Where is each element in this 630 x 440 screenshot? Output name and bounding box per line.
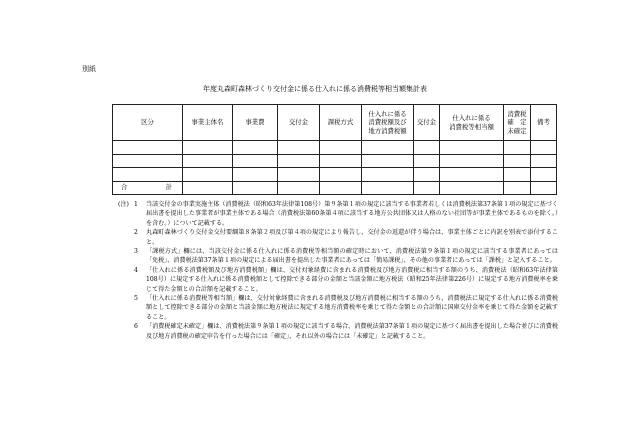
note-prefix <box>118 228 134 247</box>
table-header-cell: 事業主体名 <box>183 105 233 141</box>
summary-table <box>112 104 557 195</box>
note-prefix <box>118 294 134 322</box>
table-cell <box>320 141 362 155</box>
table-cell <box>440 168 504 182</box>
table-cell <box>183 168 233 182</box>
table-body <box>113 141 557 195</box>
table-cell <box>504 154 531 168</box>
attachment-label: 別紙 <box>82 65 96 73</box>
table-cell <box>183 154 233 168</box>
document-title: 年度丸森町森林づくり交付金に係る仕入れに係る消費税等相当額集計表 <box>203 85 427 93</box>
note-number: 1 <box>134 201 138 208</box>
table-cell <box>362 181 414 195</box>
table-cell <box>440 154 504 168</box>
note-number: 2 <box>134 229 138 237</box>
table-cell <box>531 141 557 155</box>
table-header-row <box>113 105 557 141</box>
note-item <box>118 228 558 247</box>
note-number: 6 <box>134 323 138 331</box>
note-item <box>118 247 558 266</box>
total-label-left: 合 <box>121 183 128 192</box>
total-label-cell <box>113 181 183 195</box>
note-number: 3 <box>134 248 138 256</box>
table-cell <box>531 154 557 168</box>
table-row <box>113 154 557 168</box>
table-header-cell: 区分 <box>113 105 183 141</box>
note-item <box>118 200 558 228</box>
table-cell <box>278 141 320 155</box>
table-cell <box>183 181 233 195</box>
table-cell <box>233 141 278 155</box>
table-header-cell: 備考 <box>531 105 557 141</box>
table-cell <box>320 168 362 182</box>
table-header-cell: 課税方式 <box>320 105 362 141</box>
table-cell <box>113 154 183 168</box>
table-cell <box>113 141 183 155</box>
table-cell <box>183 141 233 155</box>
table-cell <box>362 168 414 182</box>
table-cell <box>440 141 504 155</box>
note-number: 5 <box>134 295 138 303</box>
note-item <box>118 322 558 341</box>
table-header-cell: 仕入れに係る 消費税等相当額 <box>440 105 504 141</box>
note-text: 「仕入れに係る消費税等相当額」欄は、交付対象経費に含まれる消費税及び地方消費税に相当する額のうち、消費税法に規定する仕入れに係る消費税額として控除できる部分の金額と当該金額に地方税法に規定する地方消費税率を乗じて得た金額との合計額に国庫交付金率を乗じて得た金額を記載すること。 <box>146 295 558 321</box>
note-text: 「課税方式」欄には、当該交付金に係る仕入れに係る消費税等相当額の確定時において、消費税法第９条第１項の規定に該当する事業者にあっては「免税」、消費税法第37条第１項の規定による届出書を提出した事業者にあっては「簡易課税」、その他の事業者にあっては「課税」と記入すること。 <box>146 248 558 265</box>
table-cell <box>233 181 278 195</box>
table-cell <box>414 154 440 168</box>
note-prefix <box>118 266 134 294</box>
table-cell <box>414 181 440 195</box>
table-cell <box>531 181 557 195</box>
table-cell <box>113 168 183 182</box>
table-cell <box>414 141 440 155</box>
note-text: 「仕入れに係る消費税額及び地方消費税額」欄は、交付対象経費に含まれる消費税及び地方消費税に相当する額のうち、消費税法（昭和63年法律第108号）に規定する仕入れに係る消費税額として控除できる部分の金額と当該金額に地方税法（昭和25年法律第226号）に規定する地方消費税率を乗じて得た金額との合計額を記載すること。 <box>146 266 558 293</box>
table-cell <box>362 154 414 168</box>
note-text: 丸森町森林づくり交付金交付要綱第８条第２項及び第４項の規定により報告し、交付金の返還が伴う場合は、事業主体ごとに内訳を別表で添付すること。 <box>146 229 558 246</box>
table-header-cell: 交付金 <box>278 105 320 141</box>
note-prefix: (注) <box>118 201 129 208</box>
table-header-cell: 事業費 <box>233 105 278 141</box>
table-header-cell: 消費税 確 定 未確定 <box>504 105 531 141</box>
notes-section <box>118 200 558 341</box>
table-cell <box>531 168 557 182</box>
total-label-right: 計 <box>165 183 172 192</box>
table-cell <box>504 141 531 155</box>
table-cell <box>362 141 414 155</box>
table-cell <box>414 168 440 182</box>
note-text: 「消費税確定未確定」欄は、消費税法第９条第１項の規定に該当する場合、消費税法第37条第１項の規定に基づく届出書を提出した場合並びに消費税及び地方消費税の確定申告を行った場合には「確定」、それ以外の場合には「未確定」と記載すること。 <box>146 323 558 340</box>
table-header-cell: 仕入れに係る 消費税額及び 地方消費税額 <box>362 105 414 141</box>
table-row <box>113 141 557 155</box>
note-prefix <box>118 247 134 266</box>
table-cell <box>278 168 320 182</box>
table-cell <box>233 154 278 168</box>
note-prefix <box>118 322 134 341</box>
note-item <box>118 266 558 294</box>
note-item <box>118 294 558 322</box>
table-cell <box>233 168 278 182</box>
table-cell <box>278 181 320 195</box>
table-row <box>113 168 557 182</box>
table-cell <box>440 181 504 195</box>
table-cell <box>320 181 362 195</box>
total-row <box>113 181 557 195</box>
notes-list <box>118 200 558 341</box>
note-number: 4 <box>134 266 138 274</box>
table-cell <box>504 168 531 182</box>
table-cell <box>320 154 362 168</box>
table-header-cell: 交付金 <box>414 105 440 141</box>
table-cell <box>504 181 531 195</box>
table-cell <box>278 154 320 168</box>
note-text: 当該交付金の事業実施主体（消費税法（昭和63年法律第108号）第９条第１項の規定に該当する事業者若しくは消費税法第37条第１項の規定に基づく届出書を提出した事業者が事業主体である場合（消費税法第60条第４項に該当する地方公共団体又は人格のない社団等が事業主体であるものを除く。）を含む。）について記載する。 <box>146 201 558 227</box>
